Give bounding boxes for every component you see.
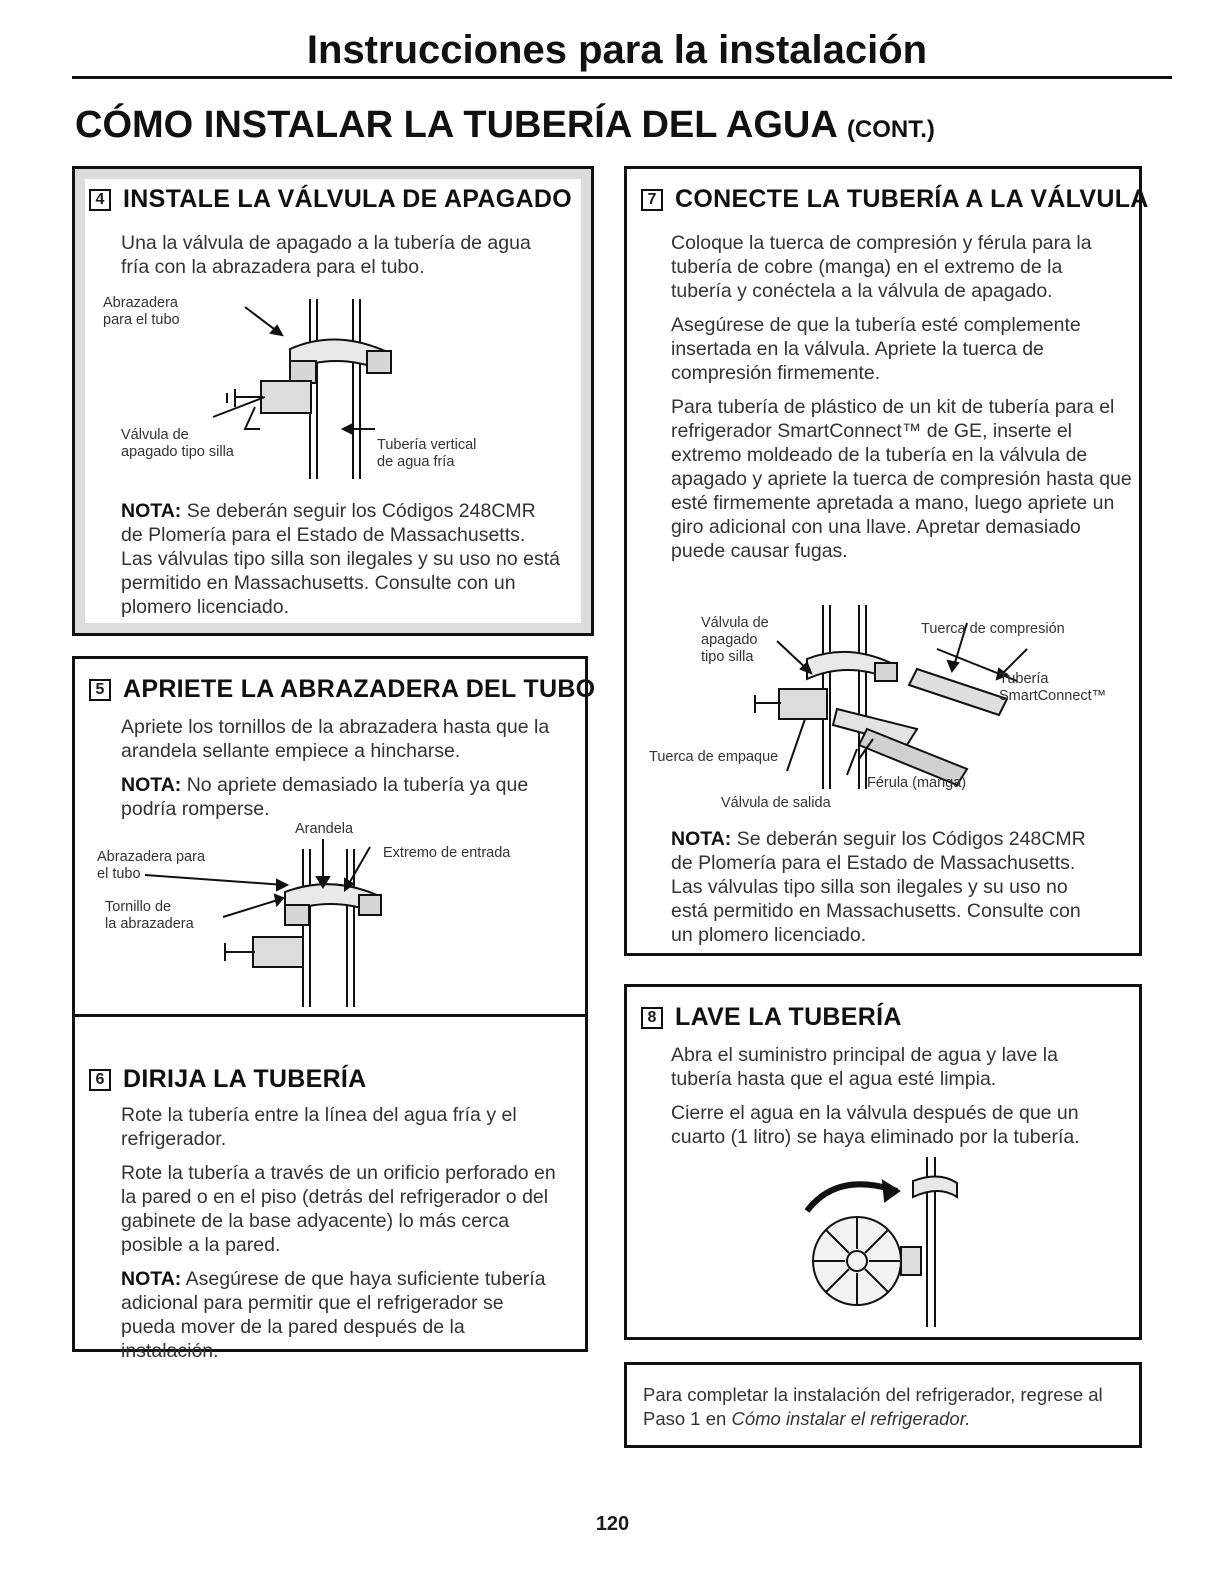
final-note-box xyxy=(624,1362,1142,1448)
step-8-text-1: Abra el suministro principal de agua y lave la tubería hasta que el agua esté limpia. xyxy=(671,1044,1058,1090)
step-4-box xyxy=(72,166,594,636)
step-4-note: NOTA: Se deberán seguir los Códigos 248CMR de Plomería para el Estado de Massachusetts. Las válvulas tipo silla son ilegales y su uso no está permitido en Massachusetts. Consulte con un plomero licenciado. xyxy=(121,500,560,618)
step-7-number: 7 xyxy=(641,189,663,211)
step-8-number: 8 xyxy=(641,1007,663,1029)
step-4-heading xyxy=(89,185,572,214)
step-5-label-washer: Arandela xyxy=(295,821,354,837)
step-6-title: DIRIJA LA TUBERÍA xyxy=(123,1065,367,1093)
step-4-label-pipe: Tubería vertical de agua fría xyxy=(377,437,477,470)
step-8-heading xyxy=(641,1003,902,1032)
step-8-title: LAVE LA TUBERÍA xyxy=(675,1003,902,1031)
step-6-text-1: Rote la tubería entre la línea del agua fría y el refrigerador. xyxy=(121,1104,517,1150)
step-7-heading xyxy=(641,185,1149,214)
section-title-text: CÓMO INSTALAR LA TUBERÍA DEL AGUA xyxy=(75,104,837,146)
step-7-label-outlet: Válvula de salida xyxy=(721,795,831,811)
step-4-label-valve: Válvula de apagado tipo silla xyxy=(121,427,234,460)
header-rule xyxy=(72,76,1172,79)
step-6-note: NOTA: Asegúrese de que haya suficiente tubería adicional para permitir que el refrigerador se pueda mover de la pared después de la instalación. xyxy=(121,1268,546,1362)
step-4-text: Una la válvula de apagado a la tubería de agua fría con la abrazadera para el tubo. xyxy=(121,232,531,278)
step-5-note: NOTA: No apriete demasiado la tubería ya que podría romperse. xyxy=(121,774,529,820)
final-note-text: Para completar la instalación del refrigerador, regrese al Paso 1 en Cómo instalar el refrigerador. xyxy=(643,1384,1103,1429)
step-7-text-3: Para tubería de plástico de un kit de tubería para el refrigerador SmartConnect™ de GE, inserte el extremo moldeado de la tubería en la válvula de apagado y apriete la tuerca de compresión hasta que esté firmemente apretada a mano, luego apriete un giro adicional con una llave. Apretar demasiado puede causar fugas. xyxy=(671,396,1132,562)
step-7-text-1: Coloque la tuerca de compresión y férula para la tubería de cobre (manga) en el extremo de la tubería y conéctela a la válvula de apagado. xyxy=(671,232,1092,302)
step-5-box xyxy=(72,656,596,1022)
page-number: 120 xyxy=(595,1513,630,1535)
step-5-heading xyxy=(89,675,595,704)
section-title xyxy=(75,104,935,147)
step-6-number: 6 xyxy=(89,1069,111,1091)
step-4-title: INSTALE LA VÁLVULA DE APAGADO xyxy=(123,185,572,213)
step-7-label-tubing: Tubería SmartConnect™ xyxy=(999,671,1107,704)
step-6-text-2: Rote la tubería a través de un orificio perforado en la pared o en el piso (detrás del refrigerador o del gabinete de la base adyacente) lo más cerca posible a la pared. xyxy=(121,1162,556,1256)
step-5-label-screw: Tornillo de la abrazadera xyxy=(105,899,194,932)
step-6-heading xyxy=(89,1065,367,1094)
step-7-box xyxy=(624,166,1149,956)
step-5-label-inlet: Extremo de entrada xyxy=(383,845,511,861)
step-7-note: NOTA: Se deberán seguir los Códigos 248CMR de Plomería para el Estado de Massachusetts. Las válvulas tipo silla son ilegales y su uso no está permitido en Massachusetts. Consulte con un plomero licenciado. xyxy=(671,828,1086,946)
step-7-label-nut: Tuerca de compresión xyxy=(921,621,1065,637)
step-7-label-valve: Válvula de apagado tipo silla xyxy=(701,615,769,665)
step-4-number: 4 xyxy=(89,189,111,211)
page-header: Instrucciones para la instalación xyxy=(306,28,928,72)
step-7-title: CONECTE LA TUBERÍA A LA VÁLVULA xyxy=(675,185,1149,213)
step-5-number: 5 xyxy=(89,679,111,701)
step-6-box xyxy=(72,1014,588,1362)
step-7-label-packing: Tuerca de empaque xyxy=(649,749,779,765)
step-5-label-clamp: Abrazadera para el tubo xyxy=(97,849,206,882)
step-7-label-ferrule: Férula (manga) xyxy=(867,775,967,791)
step-5-title: APRIETE LA ABRAZADERA DEL TUBO xyxy=(123,675,596,703)
step-8-text-2: Cierre el agua en la válvula después de que un cuarto (1 litro) se haya eliminado por la tubería. xyxy=(671,1102,1080,1148)
step-7-text-2: Asegúrese de que la tubería esté complemente insertada en la válvula. Apriete la tuerca de compresión firmemente. xyxy=(671,314,1081,384)
step-5-text: Apriete los tornillos de la abrazadera hasta que la arandela sellante empiece a hincharse. xyxy=(121,716,550,762)
step-8-box xyxy=(624,984,1142,1340)
flush-valve-figure xyxy=(787,1151,987,1331)
step-4-label-clamp: Abrazadera para el tubo xyxy=(103,295,180,328)
section-title-suffix: (CONT.) xyxy=(846,116,935,143)
